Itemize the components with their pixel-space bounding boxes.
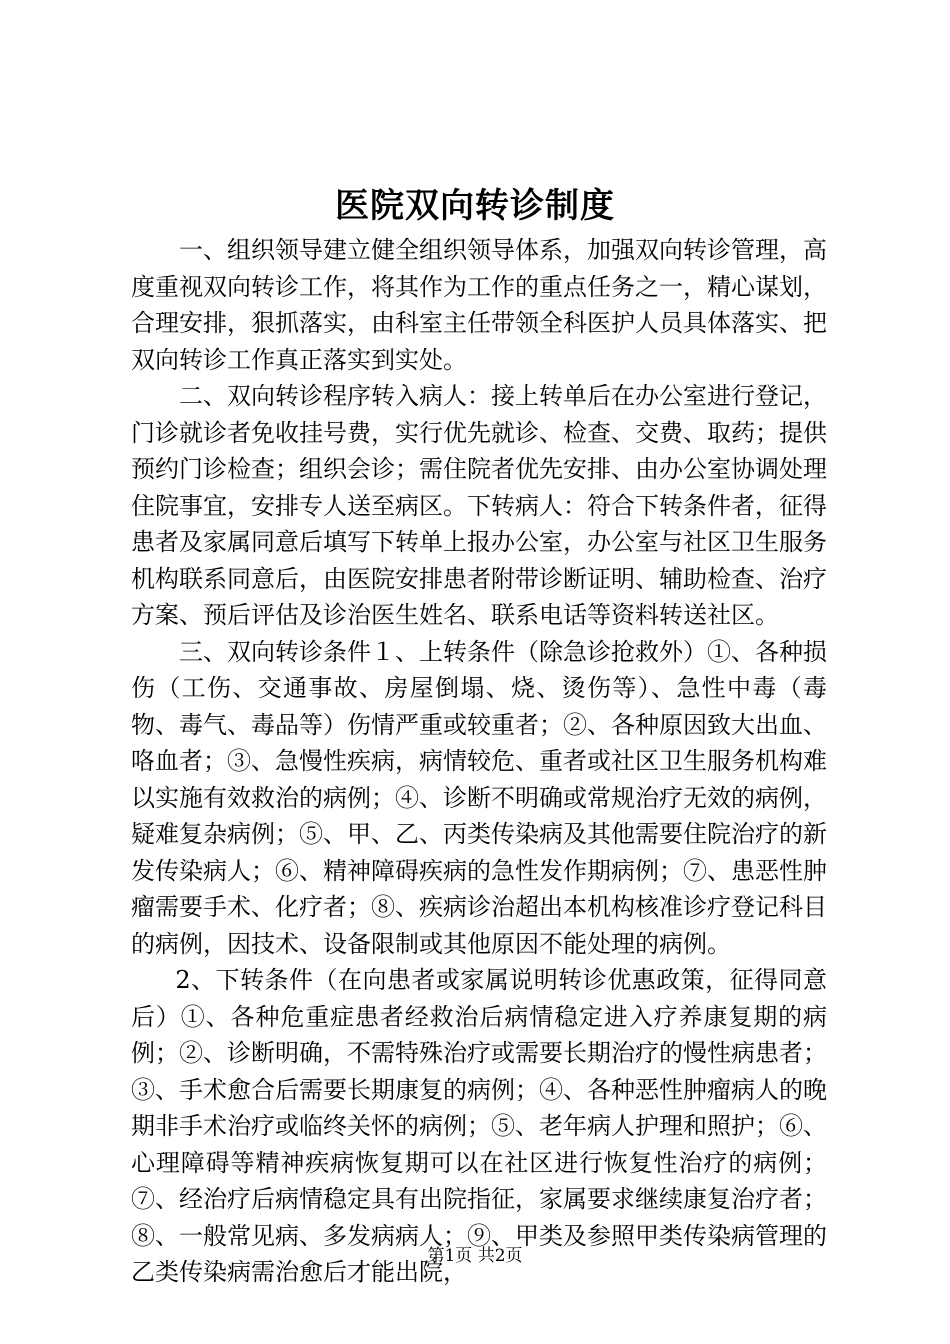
page-number-footer: 第1页 共2页 xyxy=(427,1246,523,1266)
paragraph-downward-referral-conditions: 2、下转条件（在向患者或家属说明转诊优惠政策，征得同意后）①、各种危重症患者经救治后病情稳定进入疗养康复期的病例；②、诊断明确，不需特殊治疗或需要长期治疗的慢性病患者；③、手术愈合后需要长期康复的病例；④、各种恶性肿瘤病人的晚期非手术治疗或临终关怀的病例；⑤、老年病人护理和照护；⑥、心理障碍等精神疾病恢复期可以在社区进行恢复性治疗的病例；⑦、经治疗后病情稳定具有出院指征，家属要求继续康复治疗者；⑧、一般常见病、多发病病人；⑨、甲类及参照甲类传染病管理的乙类传染病需治愈后才能出院， xyxy=(131,966,827,1286)
paragraph-organization: 一、组织领导建立健全组织领导体系，加强双向转诊管理，高度重视双向转诊工作，将其作为工作的重点任务之一，精心谋划，合理安排，狠抓落实，由科室主任带领全科医护人员具体落实、把双向转诊工作真正落实到实处。 xyxy=(131,236,827,374)
document-body xyxy=(131,232,827,1291)
page-title: 医院双向转诊制度 xyxy=(335,186,615,226)
paragraph-referral-procedure: 二、双向转诊程序转入病人：接上转单后在办公室进行登记，门诊就诊者免收挂号费，实行优先就诊、检查、交费、取药；提供预约门诊检查；组织会诊；需住院者优先安排、由办公室协调处理住院事宜，安排专人送至病区。下转病人：符合下转条件者，征得患者及家属同意后填写下转单上报办公室，办公室与社区卫生服务机构联系同意后，由医院安排患者附带诊断证明、辅助检查、治疗方案、预后评估及诊治医生姓名、联系电话等资料转送社区。 xyxy=(131,382,827,629)
paragraph-upward-referral-conditions: 三、双向转诊条件１、上转条件（除急诊抢救外）①、各种损伤（工伤、交通事故、房屋倒塌、烧、烫伤等）、急性中毒（毒物、毒气、毒品等）伤情严重或较重者；②、各种原因致大出血、咯血者；③、急慢性疾病，病情较危、重者或社区卫生服务机构难以实施有效救治的病例；④、诊断不明确或常规治疗无效的病例，疑难复杂病例；⑤、甲、乙、丙类传染病及其他需要住院治疗的新发传染病人；⑥、精神障碍疾病的急性发作期病例；⑦、患恶性肿瘤需要手术、化疗者；⑧、疾病诊治超出本机构核准诊疗登记科目的病例，因技术、设备限制或其他原因不能处理的病例。 xyxy=(131,637,827,958)
